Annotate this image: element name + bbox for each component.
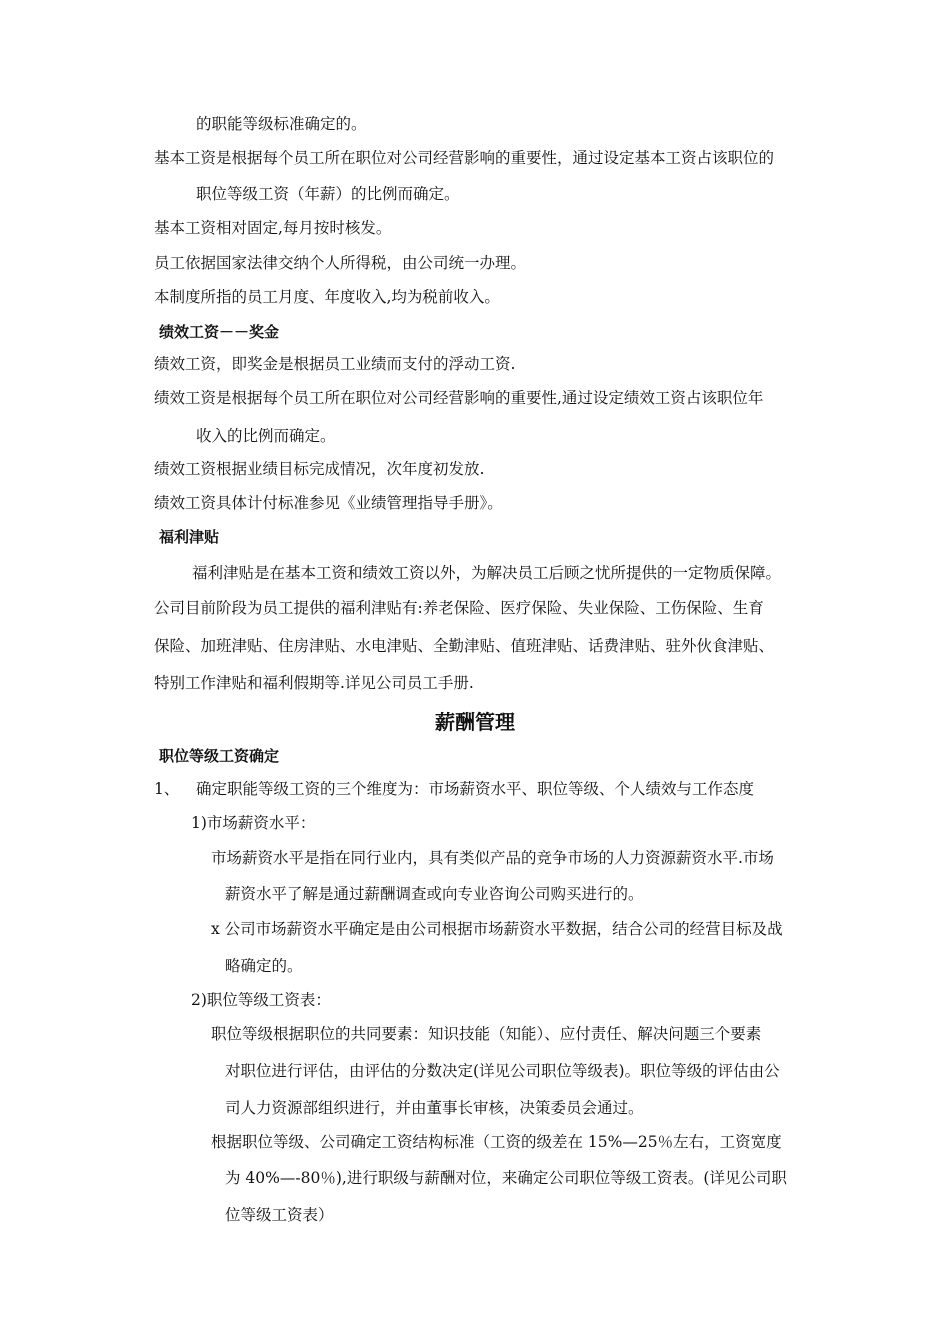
text-line: 职位等级工资（年薪）的比例而确定。 [196,185,460,203]
text-line: 薪资水平了解是通过薪酬调查或向专业咨询公司购买进行的。 [225,885,644,903]
page-title: 薪酬管理 [435,710,515,734]
text-line: 根据职位等级、公司确定工资结构标准（工资的级差在 15%—25％左右，工资宽度 [211,1133,782,1151]
text-line: 绩效工资根据业绩目标完成情况，次年度初发放. [154,460,485,478]
text-line: 为 40%—-80％),进行职级与薪酬对位，来确定公司职位等级工资表。(详见公司职 [225,1169,787,1187]
text-line: 收入的比例而确定。 [196,427,336,445]
section-heading-welfare: 福利津贴 [159,528,220,546]
text-line: 特别工作津贴和福利假期等.详见公司员工手册. [154,674,474,692]
text-line: 基本工资相对固定,每月按时核发。 [154,219,392,237]
text-line: 公司目前阶段为员工提供的福利津贴有:养老保险、医疗保险、失业保险、工伤保险、生育 [154,599,764,617]
list-item-number: 1、 [154,780,180,798]
text-line: 员工依据国家法律交纳个人所得税，由公司统一办理。 [154,254,527,272]
section-heading-grade-salary: 职位等级工资确定 [159,747,280,765]
text-line: 基本工资是根据每个员工所在职位对公司经营影响的重要性，通过设定基本工资占该职位的 [154,149,775,167]
subheading-grade-table: 2)职位等级工资表： [191,991,331,1009]
text-line: 绩效工资具体计付标准参见《业绩管理指导手册》。 [154,494,503,512]
text-line: 绩效工资是根据每个员工所在职位对公司经营影响的重要性,通过设定绩效工资占该职位年 [154,389,764,407]
text-line: 司人力资源部组织进行，并由董事长审核，决策委员会通过。 [225,1099,644,1117]
section-heading-performance-pay: 绩效工资－－奖金 [159,323,280,341]
text-line: 福利津贴是在基本工资和绩效工资以外，为解决员工后顾之忧所提供的一定物质保障。 [192,564,782,582]
text-line: 职位等级根据职位的共同要素：知识技能（知能）、应付责任、解决问题三个要素 [211,1025,762,1043]
text-line: 的职能等级标准确定的。 [196,115,367,133]
text-line: 对职位进行评估，由评估的分数决定(详见公司职位等级表)。职位等级的评估由公 [225,1062,780,1080]
subheading-market-salary: 1)市场薪资水平： [191,814,316,832]
text-line: 市场薪资水平是指在同行业内，具有类似产品的竞争市场的人力资源薪资水平.市场 [211,849,774,867]
text-line: 略确定的。 [225,957,303,975]
text-line: 位等级工资表） [225,1206,334,1224]
text-line: 保险、加班津贴、住房津贴、水电津贴、全勤津贴、值班津贴、话费津贴、驻外伙食津贴、 [154,637,775,655]
text-line: 本制度所指的员工月度、年度收入,均为税前收入。 [154,288,500,306]
list-item-text: 确定职能等级工资的三个维度为：市场薪资水平、职位等级、个人绩效与工作态度 [196,780,755,798]
text-line: x 公司市场薪资水平确定是由公司根据市场薪资水平数据，结合公司的经营目标及战 [211,920,783,938]
text-line: 绩效工资，即奖金是根据员工业绩而支付的浮动工资. [154,355,516,373]
